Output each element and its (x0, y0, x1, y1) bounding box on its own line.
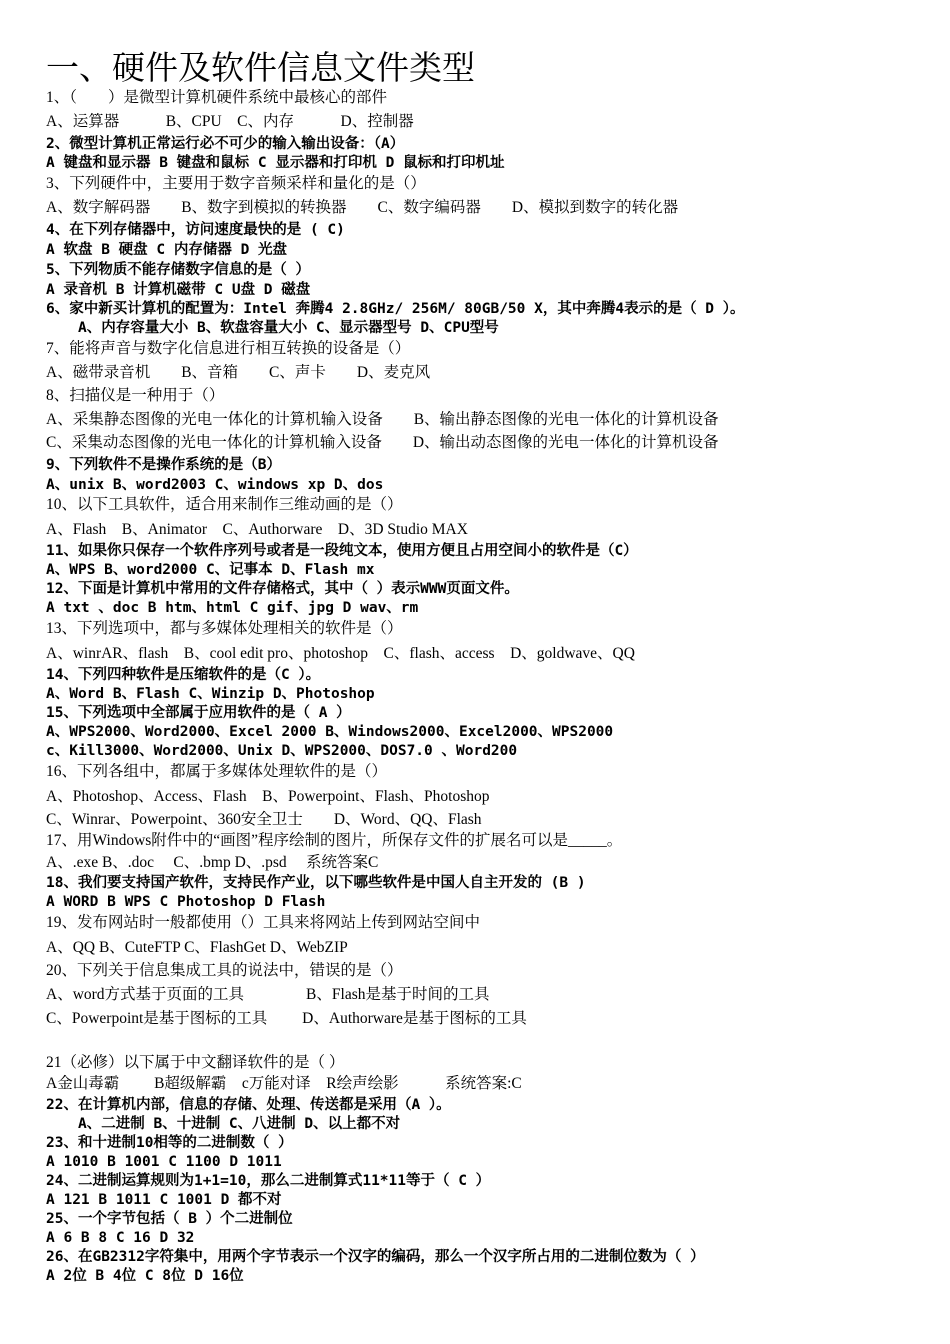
options-21: A金山毒霸 B超级解霸 c万能对译 R绘声绘影 系统答案:C (46, 1075, 522, 1092)
question-21: 21（必修）以下属于中文翻译软件的是（ ） (46, 1054, 345, 1071)
options-1: A、运算器 B、CPU C、内存 D、控制器 (46, 113, 414, 130)
options-25: A 6 B 8 C 16 D 32 (46, 1230, 195, 1246)
question-2: 2、微型计算机正常运行必不可少的输入输出设备：（A） (46, 136, 405, 152)
options-6: A、内存容量大小 B、软盘容量大小 C、显示器型号 D、CPU型号 (78, 320, 499, 336)
options-22: A、二进制 B、十进制 C、八进制 D、以上都不对 (78, 1116, 401, 1132)
options-14: A、Word B、Flash C、Winzip D、Photoshop (46, 686, 375, 702)
question-3: 3、下列硬件中，主要用于数字音频采样和量化的是（） (46, 175, 426, 192)
question-5: 5、下列物质不能存储数字信息的是（ ） (46, 262, 310, 278)
question-18: 18、我们要支持国产软件，支持民作产业，以下哪些软件是中国人自主开发的 (B ) (46, 875, 586, 891)
options-15-ab: A、WPS2000、Word2000、Excel 2000 B、Windows2000、Excel2000、WPS2000 (46, 724, 614, 740)
options-10: A、Flash B、Animator C、Authorware D、3D Studio MAX (46, 521, 468, 538)
options-19: A、QQ B、CuteFTP C、FlashGet D、WebZIP (46, 939, 348, 956)
question-1: 1、（ ）是微型计算机硬件系统中最核心的部件 (46, 89, 388, 106)
options-24: A 121 B 1011 C 1001 D 都不对 (46, 1192, 282, 1208)
options-8-ab: A、采集静态图像的光电一体化的计算机输入设备 B、输出静态图像的光电一体化的计算机设备 (46, 411, 719, 428)
question-15: 15、下列选项中全部属于应用软件的是（ A ） (46, 705, 351, 721)
options-13: A、winrAR、flash B、cool edit pro、photoshop C、flash、access D、goldwave、QQ (46, 645, 635, 662)
options-12: A txt 、doc B htm、html C gif、jpg D wav、rm (46, 600, 419, 616)
question-8: 8、扫描仪是一种用于（） (46, 387, 225, 404)
question-25: 25、一个字节包括（ B ）个二进制位 (46, 1211, 293, 1227)
options-8-cd: C、采集动态图像的光电一体化的计算机输入设备 D、输出动态图像的光电一体化的计算机设备 (46, 434, 719, 451)
options-16-ab: A、Photoshop、Access、Flash B、Powerpoint、Flash、Photoshop (46, 788, 490, 805)
question-9: 9、下列软件不是操作系统的是（B） (46, 457, 281, 473)
options-3: A、数字解码器 B、数字到模拟的转换器 C、数字编码器 D、模拟到数字的转化器 (46, 199, 679, 216)
question-6: 6、家中新买计算机的配置为：Intel 奔腾4 2.8GHz/ 256M/ 80GB/50 X，其中奔腾4表示的是（ D ）。 (46, 301, 745, 317)
question-11: 11、如果你只保存一个软件序列号或者是一段纯文本，使用方便且占用空间小的软件是（C） (46, 543, 638, 559)
question-24: 24、二进制运算规则为1+1=10，那么二进制算式11*11等于（ C ） (46, 1173, 491, 1189)
options-17: A、.exe B、.doc C、.bmp D、.psd 系统答案C (46, 854, 379, 871)
options-23: A 1010 B 1001 C 1100 D 1011 (46, 1154, 282, 1170)
question-14: 14、下列四种软件是压缩软件的是（C ）。 (46, 667, 321, 683)
question-13: 13、下列选项中，都与多媒体处理相关的软件是（） (46, 620, 403, 637)
question-22: 22、在计算机内部，信息的存储、处理、传送都是采用（A ）。 (46, 1097, 451, 1113)
question-7: 7、能将声音与数字化信息进行相互转换的设备是（） (46, 340, 411, 357)
options-20-cd: C、Powerpoint是基于图标的工具 D、Authorware是基于图标的工具 (46, 1010, 527, 1027)
options-7: A、磁带录音机 B、音箱 C、声卡 D、麦克风 (46, 364, 431, 381)
question-17: 17、用Windows附件中的“画图”程序绘制的图片，所保存文件的扩展名可以是_____。 (46, 832, 623, 849)
options-18: A WORD B WPS C Photoshop D Flash (46, 894, 326, 910)
question-26: 26、在GB2312字符集中，用两个字节表示一个汉字的编码，那么一个汉字所占用的二进制位数为（ ） (46, 1249, 705, 1265)
options-26: A 2位 B 4位 C 8位 D 16位 (46, 1268, 244, 1284)
options-9: A、unix B、word2003 C、windows xp D、dos (46, 477, 384, 493)
question-4: 4、在下列存储器中，访问速度最快的是 ( C) (46, 222, 345, 238)
options-5: A 录音机 B 计算机磁带 C U盘 D 磁盘 (46, 282, 311, 298)
question-19: 19、发布网站时一般都使用（）工具来将网站上传到网站空间中 (46, 914, 481, 931)
options-20-ab: A、word方式基于页面的工具 B、Flash是基于时间的工具 (46, 986, 490, 1003)
question-20: 20、下列关于信息集成工具的说法中，错误的是（） (46, 962, 403, 979)
question-12: 12、下面是计算机中常用的文件存储格式，其中（ ）表示WWW页面文件。 (46, 581, 519, 597)
options-16-cd: C、Winrar、Powerpoint、360安全卫士 D、Word、QQ、Flash (46, 811, 482, 828)
options-4: A 软盘 B 硬盘 C 内存储器 D 光盘 (46, 242, 288, 258)
options-2: A 键盘和显示器 B 键盘和鼠标 C 显示器和打印机 D 鼠标和打印机址 (46, 155, 505, 171)
options-15-cd: c、Kill3000、Word2000、Unix D、WPS2000、DOS7.0 、Word200 (46, 743, 518, 759)
page-title: 一、硬件及软件信息文件类型 (46, 48, 475, 87)
question-10: 10、以下工具软件，适合用来制作三维动画的是（） (46, 496, 403, 513)
options-11: A、WPS B、word2000 C、记事本 D、Flash mx (46, 562, 375, 578)
question-23: 23、和十进制10相等的二进制数（ ） (46, 1135, 293, 1151)
question-16: 16、下列各组中，都属于多媒体处理软件的是（） (46, 763, 388, 780)
